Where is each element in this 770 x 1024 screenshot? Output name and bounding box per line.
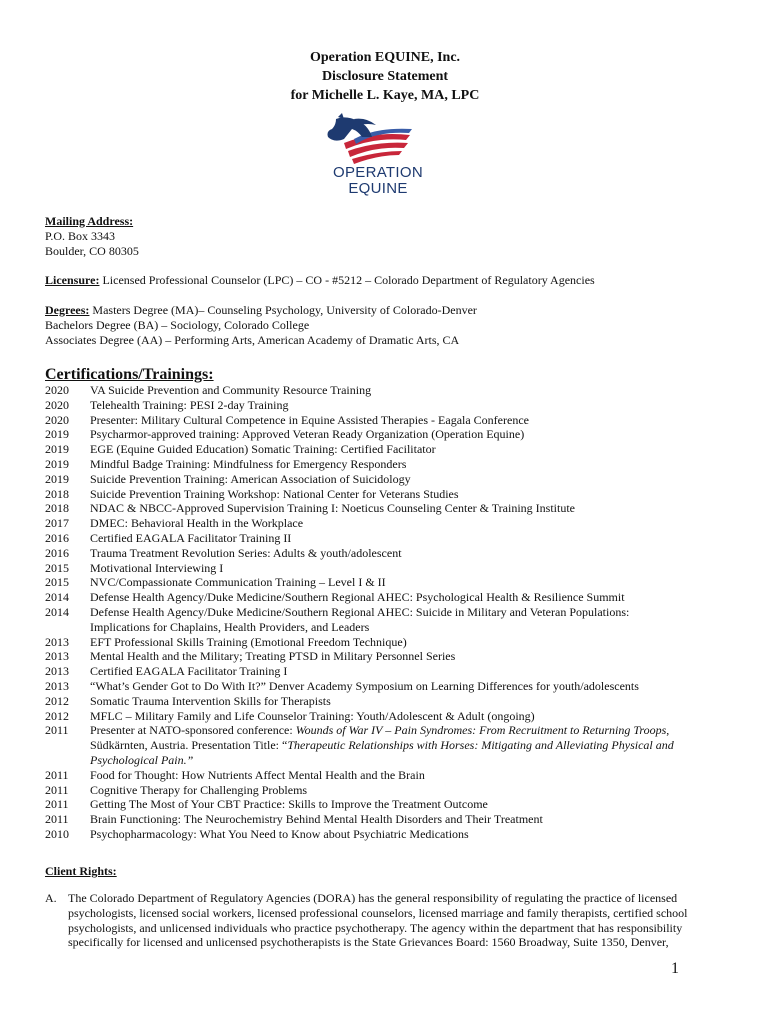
cert-description: MFLC – Military Family and Life Counselor Training: Youth/Adolescent & Adult (ongoing)	[90, 708, 535, 723]
licensure-line	[45, 273, 595, 288]
cert-description: “What’s Gender Got to Do With It?” Denver Academy Symposium on Learning Differences for youth/adolescents	[90, 678, 639, 693]
doc-title-org: Operation EQUINE, Inc.	[309, 50, 461, 65]
operation-equine-logo	[314, 113, 442, 201]
cert-description: DMEC: Behavioral Health in the Workplace	[90, 516, 304, 531]
cert-description: Mindful Badge Training: Mindfulness for Emergency Responders	[90, 456, 407, 471]
cert-year: 2016	[45, 545, 69, 560]
doc-title-statement: Disclosure Statement	[321, 69, 449, 84]
cert-description: Food for Thought: How Nutrients Affect Mental Health and the Brain	[90, 767, 425, 782]
degrees-line-1	[45, 303, 477, 318]
cert-year: 2019	[45, 427, 69, 442]
cert-year: 2020	[45, 383, 69, 397]
cert-row	[45, 427, 735, 442]
cert-row	[45, 561, 735, 576]
cert-year: 2020	[45, 412, 69, 427]
cert-year: 2019	[45, 456, 69, 471]
cert-row	[45, 605, 735, 635]
paragraph-text: The Colorado Department of Regulatory Agencies (DORA) has the general responsibility of regulating the practice of licensed psychologists, licensed social workers, licensed professional counselors, licensed marriage and family therapists, certified school psychologists, and unlicensed individuals who practice psychotherapy. The agency within the department that has responsibility specifically for licensed and unlicensed psychotherapists is the State Grievances Board: 1560 Broadway, Suite 1350, Denver,	[68, 891, 688, 950]
mailing-city: Boulder, CO 80305	[45, 244, 139, 258]
doc-title-person: for Michelle L. Kaye, MA, LPC	[290, 88, 480, 103]
page-number: 1	[671, 960, 679, 977]
cert-year: 2013	[45, 664, 69, 679]
cert-row	[45, 487, 735, 502]
cert-row	[45, 413, 735, 428]
cert-row	[45, 546, 735, 561]
cert-row	[45, 590, 735, 605]
cert-year: 2010	[45, 826, 69, 841]
cert-year: 2018	[45, 486, 69, 501]
cert-row	[45, 398, 735, 413]
degree-masters: Masters Degree (MA)– Counseling Psychology, University of Colorado-Denver	[89, 303, 477, 317]
paragraph-letter: A.	[45, 891, 57, 905]
mailing-label: Mailing Address:	[45, 214, 134, 228]
cert-row	[45, 812, 735, 827]
cert-year: 2014	[45, 590, 69, 605]
cert-description: Presenter: Military Cultural Competence in Equine Assisted Therapies - Eagala Conference	[90, 412, 529, 427]
cert-description: Mental Health and the Military; Treating PTSD in Military Personnel Series	[90, 649, 456, 664]
cert-year: 2011	[45, 767, 69, 782]
cert-year: 2013	[45, 634, 69, 649]
licensure-text: Licensed Professional Counselor (LPC) – CO - #5212 – Colorado Department of Regulatory Agencies	[99, 273, 595, 287]
cert-description: Getting The Most of Your CBT Practice: Skills to Improve the Treatment Outcome	[90, 797, 488, 812]
cert-year: 2011	[45, 797, 69, 812]
logo-text-operation: OPERATION	[333, 164, 423, 181]
cert-row	[45, 472, 735, 487]
cert-year: 2016	[45, 530, 69, 545]
cert-description: Defense Health Agency/Duke Medicine/Southern Regional AHEC: Suicide in Military and Veteran Populations: Implications for Chaplains, Health Providers, and Leaders	[90, 604, 630, 634]
horse-flag-icon	[314, 113, 442, 165]
cert-row	[45, 783, 735, 798]
cert-description: Suicide Prevention Training Workshop: National Center for Veterans Studies	[90, 486, 459, 501]
cert-year: 2013	[45, 649, 69, 664]
cert-row	[45, 768, 735, 783]
cert-year: 2019	[45, 442, 69, 457]
cert-description: NDAC & NBCC-Approved Supervision Training I: Noeticus Counseling Center & Training Institute	[90, 501, 575, 516]
cert-year: 2013	[45, 678, 69, 693]
cert-year: 2014	[45, 604, 69, 619]
cert-description: VA Suicide Prevention and Community Resource Training	[90, 383, 372, 397]
cert-description: Cognitive Therapy for Challenging Problems	[90, 782, 308, 797]
cert-description: Somatic Trauma Intervention Skills for Therapists	[90, 693, 331, 708]
degree-associates: Associates Degree (AA) – Performing Arts, American Academy of Dramatic Arts, CA	[45, 333, 460, 347]
cert-year: 2019	[45, 471, 69, 486]
cert-row	[45, 501, 735, 516]
cert-row	[45, 442, 735, 457]
certifications-list	[45, 383, 735, 842]
cert-row	[45, 649, 735, 664]
cert-row	[45, 516, 735, 531]
certifications-heading: Certifications/Trainings:	[45, 366, 214, 383]
cert-row	[45, 679, 735, 694]
cert-row	[45, 664, 735, 679]
cert-row	[45, 383, 735, 398]
mailing-po-box: P.O. Box 3343	[45, 229, 116, 243]
cert-description: Presenter at NATO-sponsored conference: Wounds of War IV – Pain Syndromes: From Recruitment to Returning Troops, Südkärnten, Austria. Presentation Title: “Therapeutic Relationships with Horses: Mitigating and Alleviating Physical and Psychological Pain.”	[90, 723, 674, 767]
cert-row	[45, 694, 735, 709]
cert-year: 2011	[45, 782, 69, 797]
logo-text-equine: EQUINE	[348, 180, 408, 197]
cert-description: EGE (Equine Guided Education) Somatic Training: Certified Facilitator	[90, 442, 436, 457]
cert-year: 2012	[45, 693, 69, 708]
cert-year: 2020	[45, 397, 69, 412]
licensure-label: Licensure:	[45, 273, 100, 287]
cert-year: 2011	[45, 723, 69, 738]
cert-row	[45, 827, 735, 842]
cert-row	[45, 575, 735, 590]
cert-description: Psychopharmacology: What You Need to Know about Psychiatric Medications	[90, 826, 469, 841]
cert-description: NVC/Compassionate Communication Training – Level I & II	[90, 575, 386, 590]
cert-description: Certified EAGALA Facilitator Training I	[90, 664, 288, 679]
cert-description: Brain Functioning: The Neurochemistry Behind Mental Health Disorders and Their Treatment	[90, 812, 543, 827]
cert-description: Telehealth Training: PESI 2-day Training	[90, 397, 289, 412]
cert-year: 2015	[45, 575, 69, 590]
cert-row	[45, 457, 735, 472]
cert-row	[45, 531, 735, 546]
cert-description: EFT Professional Skills Training (Emotional Freedom Technique)	[90, 634, 407, 649]
cert-description: Certified EAGALA Facilitator Training II	[90, 530, 292, 545]
cert-year: 2011	[45, 812, 69, 827]
cert-row	[45, 797, 735, 812]
degree-bachelors: Bachelors Degree (BA) – Sociology, Colorado College	[45, 318, 310, 332]
client-rights-heading: Client Rights:	[45, 864, 117, 878]
cert-row	[45, 709, 735, 724]
cert-year: 2018	[45, 501, 69, 516]
cert-year: 2012	[45, 708, 69, 723]
cert-description: Defense Health Agency/Duke Medicine/Southern Regional AHEC: Psychological Health & Resilience Summit	[90, 590, 625, 605]
cert-description: Suicide Prevention Training: American Association of Suicidology	[90, 471, 411, 486]
cert-year: 2017	[45, 516, 69, 531]
cert-row	[45, 723, 735, 767]
cert-description: Motivational Interviewing I	[90, 560, 224, 575]
cert-description: Psycharmor-approved training: Approved Veteran Ready Organization (Operation Equine)	[90, 427, 525, 442]
client-rights-paragraph-a	[45, 891, 735, 950]
cert-row	[45, 635, 735, 650]
degrees-label: Degrees:	[45, 303, 90, 317]
cert-year: 2015	[45, 560, 69, 575]
cert-description: Trauma Treatment Revolution Series: Adults & youth/adolescent	[90, 545, 402, 560]
